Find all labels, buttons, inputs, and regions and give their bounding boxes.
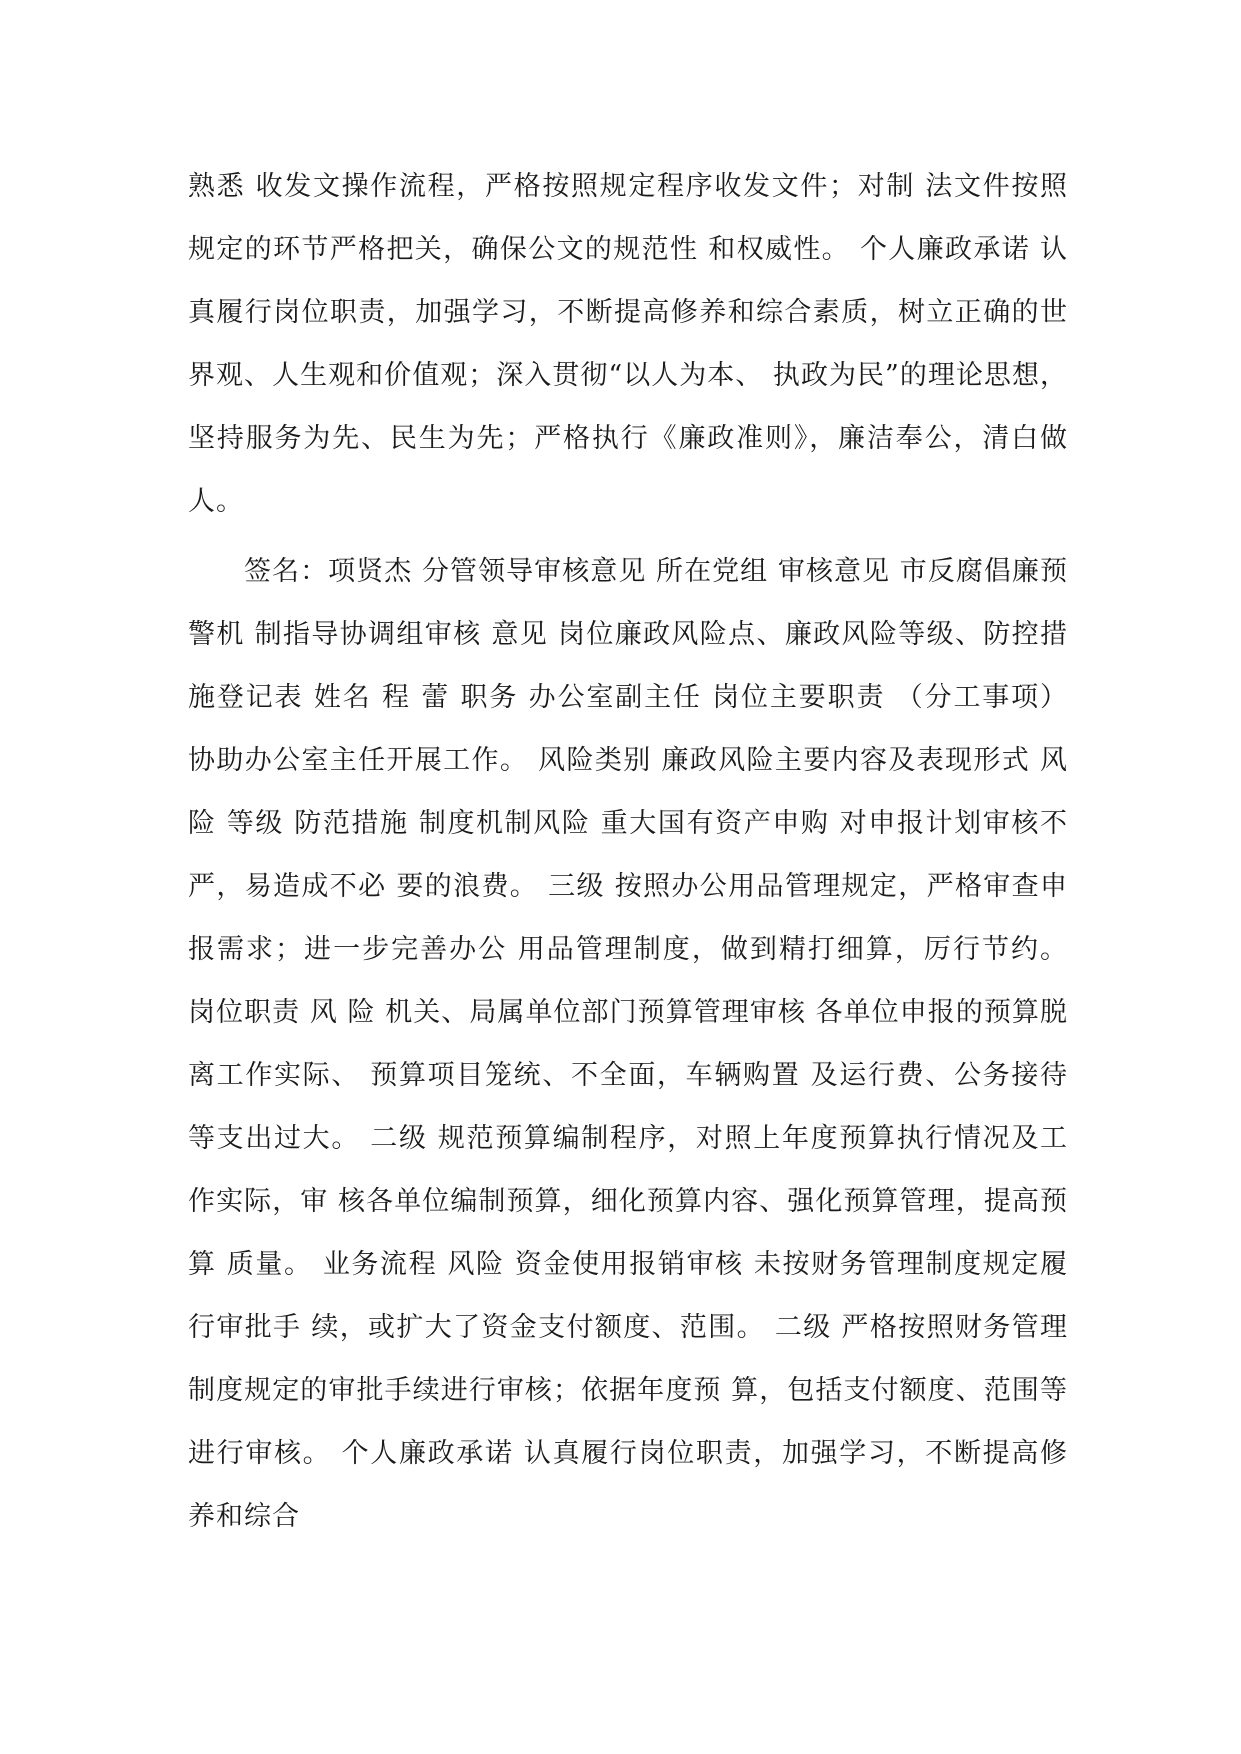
paragraph-2: 签名：项贤杰 分管领导审核意见 所在党组 审核意见 市反腐倡廉预警机 制指导协调组审核 意见 岗位廉政风险点、廉政风险等级、防控措施登记表 姓名 程 蕾 职务 办公室副主任 岗位主要职责 （分工事项） 协助办公室主任开展工作。 风险类别 廉政风险主要内容及表现形式 风险 等级 防范措施 制度机制风险 重大国有资产申购 对申报计划审核不严，易造成不必 要的浪费。 三级 按照办公用品管理规定，严格审查申报需求；进一步完善办公 用品管理制度，做到精打细算，厉行节约。 岗位职责 风 险 机关、局属单位部门预算管理审核 各单位申报的预算脱离工作实际、 预算项目笼统、不全面，车辆购置 及运行费、公务接待等支出过大。 二级 规范预算编制程序，对照上年度预算执行情况及工作实际，审 核各单位编制预算，细化预算内容、强化预算管理，提高预算 质量。 业务流程 风险 资金使用报销审核 未按财务管理制度规定履行审批手 续，或扩大了资金支付额度、范围。 二级 严格按照财务管理制度规定的审批手续进行审核；依据年度预 算，包括支付额度、范围等进行审核。 个人廉政承诺 认真履行岗位职责，加强学习，不断提高修养和综合 (188, 556, 1068, 1532)
paragraph-1: 熟悉 收发文操作流程，严格按照规定程序收发文件；对制 法文件按照规定的环节严格把关，确保公文的规范性 和权威性。 个人廉政承诺 认真履行岗位职责，加强学习，不断提高修养和综合素质，树立正确的世界观、人生观和价值观；深入贯彻“以人为本、 执政为民”的理论思想，坚持服务为先、民生为先；严格执行《廉政准则》，廉洁奉公，清白做人。 (188, 171, 1068, 517)
